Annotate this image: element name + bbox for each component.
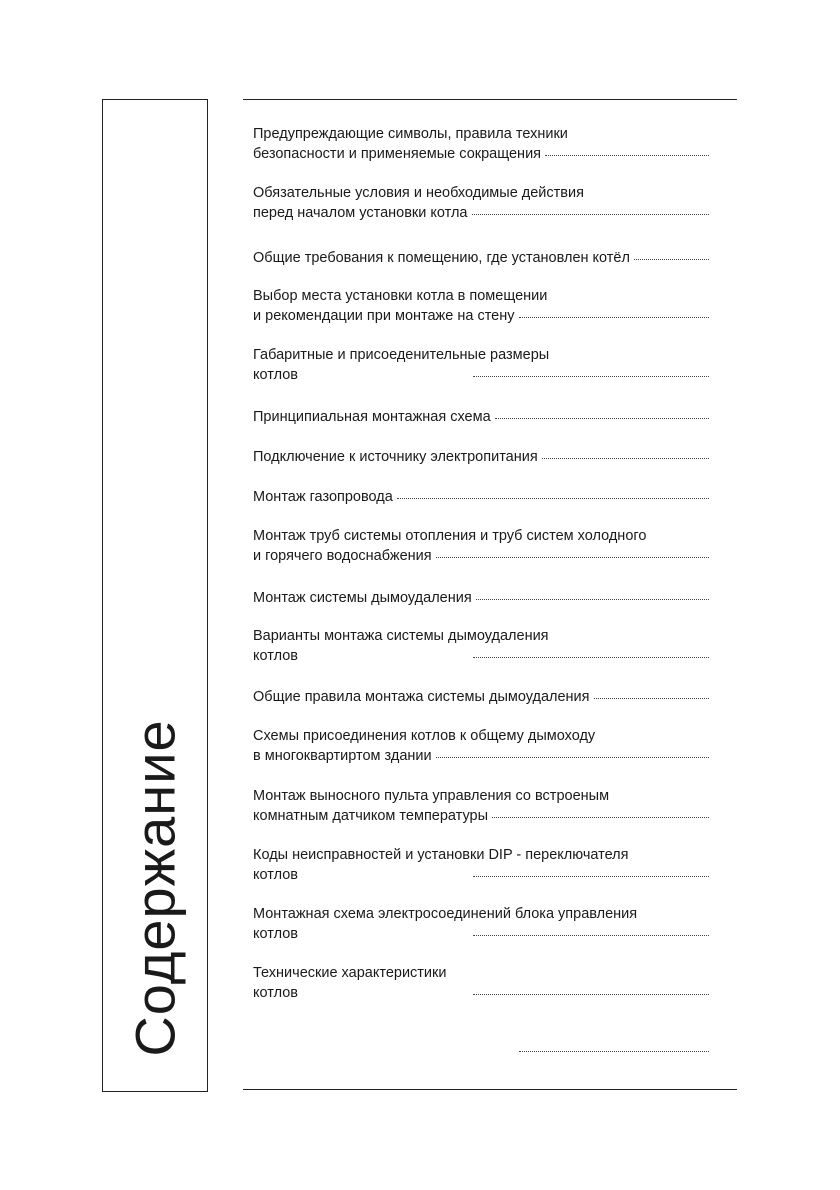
toc-entry-preconditions[interactable] [253, 183, 709, 223]
toc-entry-gas-pipeline[interactable] [253, 487, 709, 507]
toc-entry-line: котлов [253, 648, 298, 664]
toc-entry-line: Технические характеристики [253, 965, 447, 981]
toc-entry-heating-pipes[interactable] [253, 526, 709, 566]
leader-dots [542, 457, 709, 459]
toc-entry-line: Схемы присоединения котлов к общему дымоходу [253, 728, 596, 744]
toc-entry-fault-codes[interactable] [253, 845, 709, 885]
toc-entry-line: котлов [253, 985, 298, 1001]
toc-entry-line: Общие правила монтажа системы дымоудаления [253, 689, 590, 705]
leader-dots [473, 993, 709, 995]
toc-entry-line: котлов [253, 867, 298, 883]
toc-entry-line: Подключение к источнику электропитания [253, 449, 538, 465]
toc-entry-line: котлов [253, 926, 298, 942]
leader-dots [495, 417, 709, 419]
toc-entry-flue-system[interactable] [253, 588, 709, 608]
toc-entry-common-chimney[interactable] [253, 726, 709, 766]
toc-entry-line: Габаритные и присоеденительные размеры [253, 347, 550, 363]
leader-dots [634, 258, 709, 260]
toc-entry-line: Варианты монтажа системы дымоудаления [253, 628, 549, 644]
toc-entry-wiring-diagram[interactable] [253, 904, 709, 944]
leader-dots [545, 154, 709, 156]
toc-entry-placement[interactable] [253, 286, 709, 326]
toc-entry-line: и рекомендации при монтаже на стену [253, 308, 515, 324]
leader-dots [519, 316, 710, 318]
leader-dots [397, 497, 709, 499]
leader-dots [519, 1050, 709, 1052]
leader-dots [472, 213, 710, 215]
toc-entry-safety[interactable] [253, 124, 709, 164]
toc-entry-line: комнатным датчиком температуры [253, 808, 489, 824]
leader-dots [436, 756, 709, 758]
leader-dots [594, 697, 709, 699]
toc-entry-line: Обязательные условия и необходимые действия [253, 185, 584, 201]
toc-entry-dimensions[interactable] [253, 345, 709, 385]
toc-entry-line: Предупреждающие символы, правила техники [253, 126, 568, 142]
toc-entry-line: Выбор места установки котла в помещении [253, 288, 548, 304]
top-rule [243, 99, 737, 100]
toc-entry-line: Монтажная схема электросоединений блока управления [253, 906, 638, 922]
bottom-rule [243, 1089, 737, 1090]
toc-entry-line: котлов [253, 367, 298, 383]
toc-entry-line: Монтаж выносного пульта управления со встроеным [253, 788, 610, 804]
toc-entry-power-connection[interactable] [253, 447, 709, 467]
toc-entry-remote-control[interactable] [253, 786, 709, 826]
toc-entry-line: Монтаж газопровода [253, 489, 393, 505]
toc-entry-installation-scheme[interactable] [253, 407, 709, 427]
leader-dots [436, 556, 709, 558]
leader-dots [492, 816, 709, 818]
toc-entry-line: и горячего водоснабжения [253, 548, 432, 564]
toc-entry-specifications[interactable] [253, 963, 709, 1003]
toc-entry-line: перед началом установки котла [253, 205, 468, 221]
toc-entry-room-requirements[interactable] [253, 248, 709, 268]
leader-dots [473, 875, 709, 877]
toc-entry-line: Принципиальная монтажная схема [253, 409, 491, 425]
leader-dots [473, 375, 709, 377]
leader-dots [476, 598, 709, 600]
toc-entry-line: Коды неисправностей и установки DIP - переключателя [253, 847, 629, 863]
toc-entry-line: Монтаж труб системы отопления и труб систем холодного [253, 528, 647, 544]
toc-entry-line: безопасности и применяемые сокращения [253, 146, 542, 162]
toc-entry-line: Монтаж системы дымоудаления [253, 590, 472, 606]
toc-entry-flue-rules[interactable] [253, 687, 709, 707]
leader-dots [473, 656, 709, 658]
leader-dots [473, 934, 709, 936]
section-title: Содержание [123, 719, 187, 1057]
toc-entry-flue-variants[interactable] [253, 626, 709, 666]
toc-entry-line: в многоквартиртом здании [253, 748, 432, 764]
toc-entry-line: Общие требования к помещению, где установлен котёл [253, 250, 630, 266]
